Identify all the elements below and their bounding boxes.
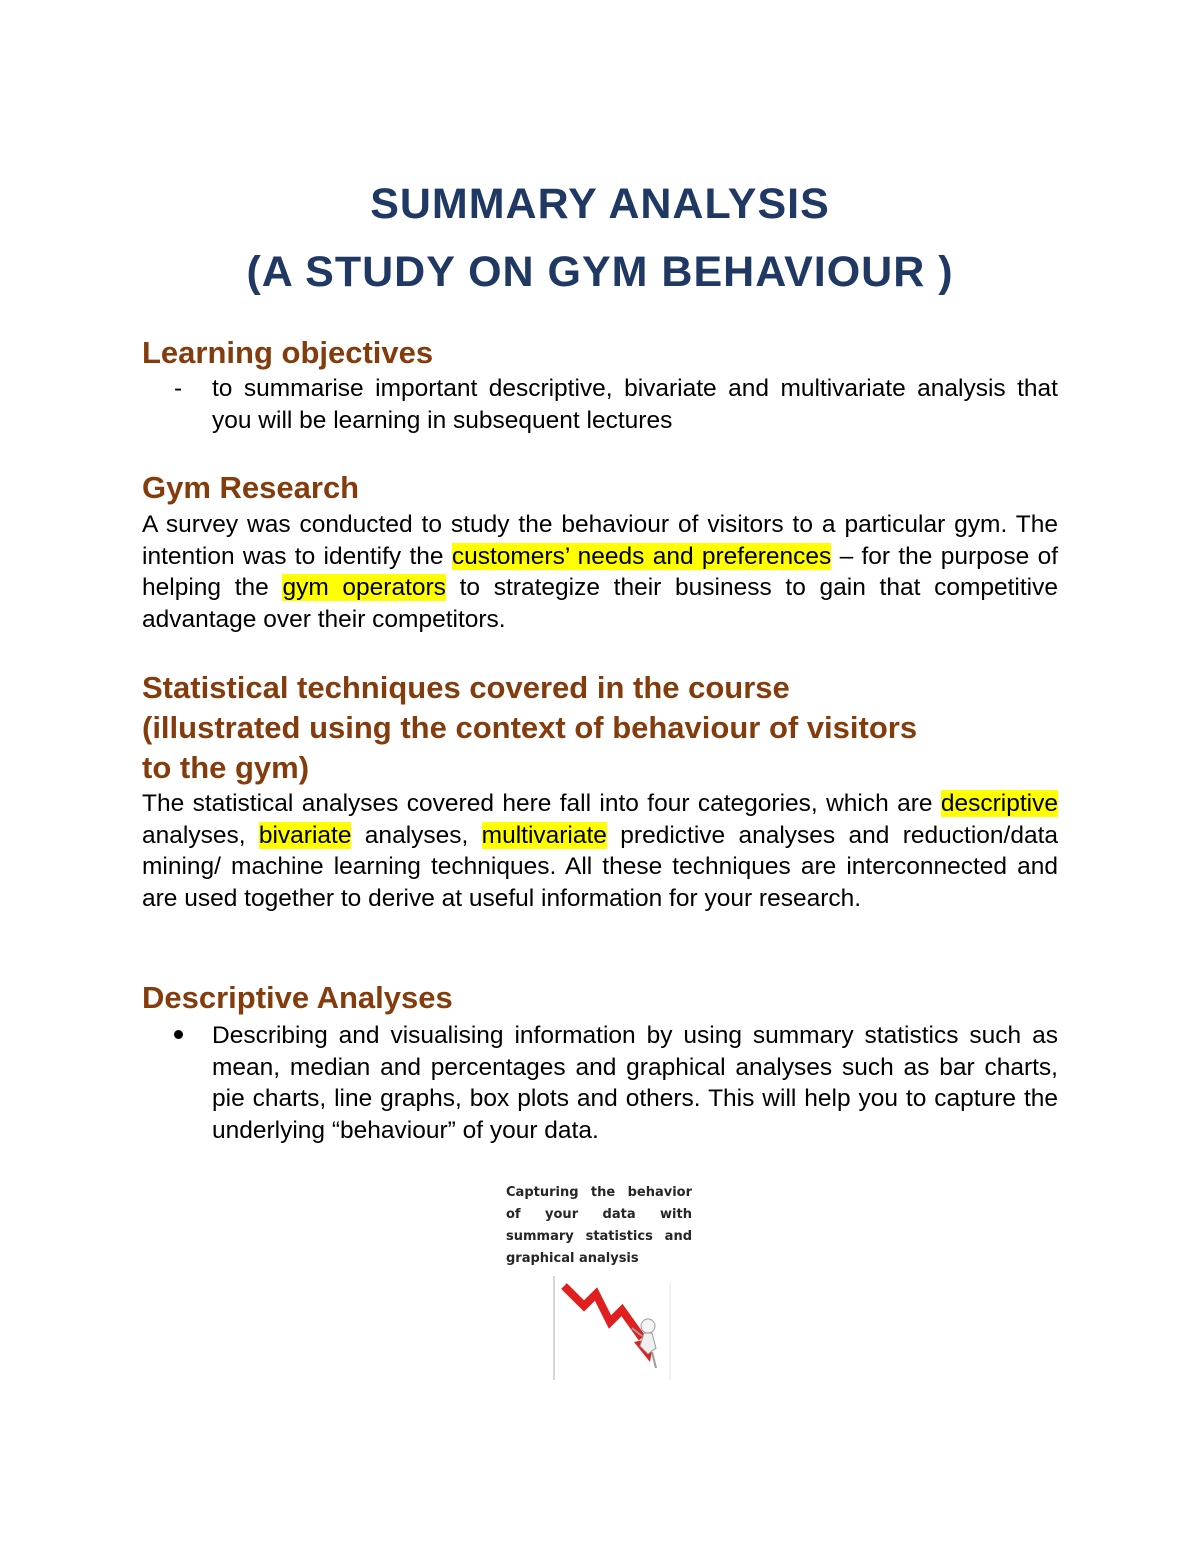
stat-text-c: analyses, bbox=[351, 821, 482, 849]
stat-text-d: predictive analyses and reduction/data mining/ machine learning techniques. All these techniques are interconnected and are used together to derive at useful information for your research. bbox=[142, 821, 1059, 912]
dash-bullet-icon: - bbox=[174, 375, 183, 402]
descriptive-analyses-heading: Descriptive Analyses bbox=[142, 980, 453, 1015]
declining-line-graph-with-figure-icon bbox=[552, 1276, 672, 1380]
figure-leg bbox=[652, 1352, 656, 1368]
stat-text-a: The statistical analyses covered here fall into four categories, which are bbox=[142, 790, 941, 817]
highlight-gym-operators: gym operators bbox=[282, 574, 446, 601]
descriptive-analyses-text: Describing and visualising information by using summary statistics such as mean, median and percentages and graphical analyses such as bar charts, pie charts, line graphs, box plots and others. This will help you to capture the underlying “behaviour” of your data. bbox=[212, 1022, 1058, 1144]
declining-trend-line bbox=[564, 1286, 642, 1338]
document-title-line-2: (A STUDY ON GYM BEHAVIOUR ) bbox=[246, 248, 954, 296]
behaviour-figure bbox=[506, 1182, 696, 1382]
statistical-techniques-heading-line-3: to the gym) bbox=[142, 750, 310, 785]
gym-research-text-c: to strategize their business to gain that competitive advantage over their competitors. bbox=[142, 574, 1058, 633]
figure-head bbox=[641, 1319, 655, 1333]
gym-research-text-a: A survey was conducted to study the behaviour of visitors to a particular gym. The intention was to identify the bbox=[142, 511, 1058, 570]
gym-research-heading: Gym Research bbox=[142, 470, 360, 505]
statistical-techniques-heading-line-2: (illustrated using the context of behaviour of visitors bbox=[142, 710, 918, 745]
stat-text-b: analyses, bbox=[142, 821, 259, 849]
statistical-techniques-paragraph bbox=[142, 788, 1058, 914]
highlight-multivariate: multivariate bbox=[481, 821, 607, 849]
document-title-line-1: SUMMARY ANALYSIS bbox=[370, 180, 830, 228]
highlight-bivariate: bivariate bbox=[258, 821, 352, 849]
figure-caption: Capturing the behavior of your data with summary statistics and graphical analysis bbox=[506, 1185, 692, 1266]
learning-objectives-heading: Learning objectives bbox=[142, 335, 434, 370]
highlight-descriptive: descriptive bbox=[940, 790, 1058, 817]
gym-research-paragraph bbox=[142, 509, 1058, 635]
learning-objective-text: to summarise important descriptive, bivariate and multivariate analysis that you will be learning in subsequent lectures bbox=[212, 375, 1058, 434]
highlight-customers-needs: customers’ needs and preferences bbox=[451, 542, 832, 570]
statistical-techniques-heading-line-1: Statistical techniques covered in the course bbox=[142, 670, 790, 705]
gym-research-text-b: – for the purpose of helping the bbox=[142, 542, 1059, 601]
round-bullet-icon bbox=[174, 1020, 183, 1052]
